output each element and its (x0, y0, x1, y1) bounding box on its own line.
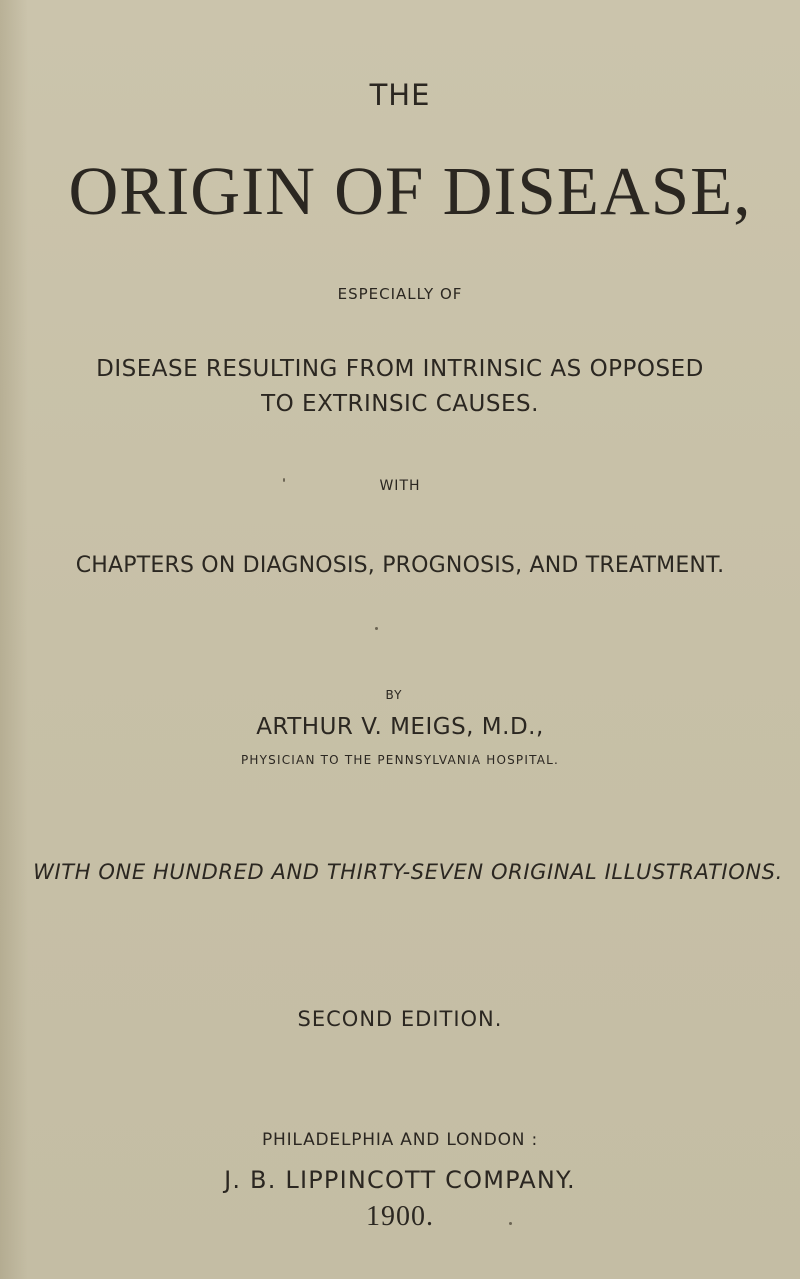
publication-year: 1900. (366, 1201, 434, 1232)
book-title: ORIGIN OF DISEASE, (68, 153, 752, 229)
subtitle-line-2: TO EXTRINSIC CAUSES. (261, 391, 539, 417)
author-name: ARTHUR V. MEIGS, M.D., (256, 714, 544, 740)
edition-label: SECOND EDITION. (297, 1007, 503, 1031)
illustrations-note: WITH ONE HUNDRED AND THIRTY-SEVEN ORIGINAL ILLUSTRATIONS. (33, 860, 783, 884)
by-label: BY (385, 688, 403, 702)
chapters-line: CHAPTERS ON DIAGNOSIS, PROGNOSIS, AND TREATMENT. (75, 553, 725, 578)
author-affiliation: PHYSICIAN TO THE PENNSYLVANIA HOSPITAL. (240, 753, 560, 767)
paper-speck (375, 627, 378, 630)
publication-place: PHILADELPHIA AND LONDON : (261, 1130, 539, 1150)
paper-speck (509, 1222, 512, 1225)
paper-speck (283, 478, 285, 482)
heading-the: THE (369, 78, 431, 112)
publisher-name: J. B. LIPPINCOTT COMPANY. (224, 1166, 576, 1194)
with-label: WITH (379, 478, 421, 494)
subtitle-intro: ESPECIALLY OF (337, 285, 463, 303)
subtitle-line-1: DISEASE RESULTING FROM INTRINSIC AS OPPOSED (96, 356, 704, 382)
